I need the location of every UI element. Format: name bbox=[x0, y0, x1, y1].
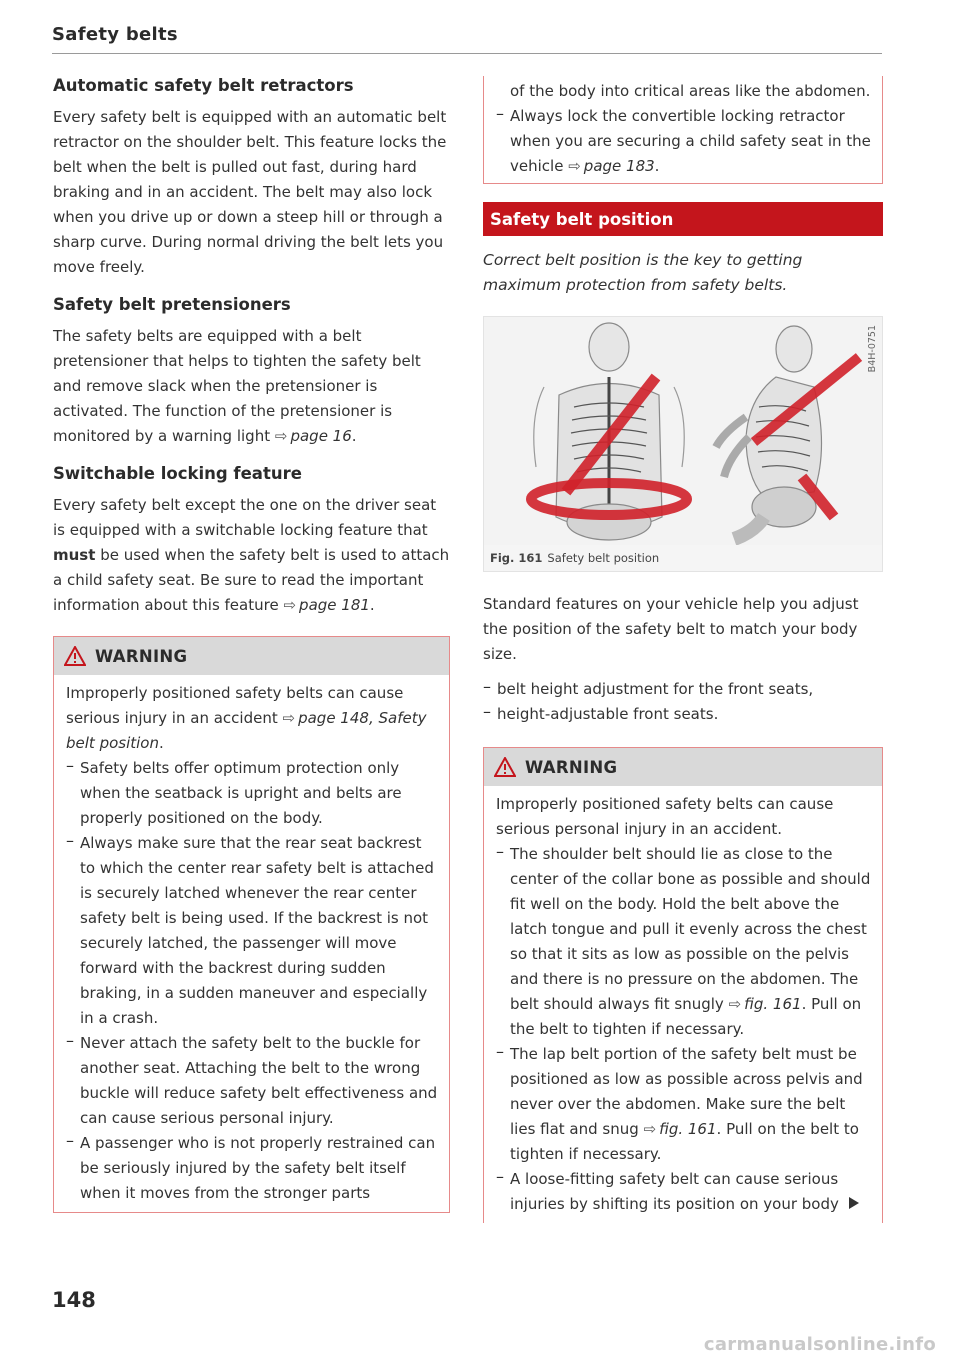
page-number: 148 bbox=[52, 1288, 96, 1312]
warning-triangle-icon bbox=[64, 646, 86, 666]
warning-continuation: of the body into critical areas like the abdomen. – Always lock the convertible locking retractor when you are securing a child safety seat in the vehicle ⇨ page 183. bbox=[483, 76, 883, 184]
arrow-ref-icon: ⇨ bbox=[643, 1120, 657, 1138]
figure-code: B4H-0751 bbox=[867, 325, 878, 373]
warning-box bbox=[483, 747, 883, 1223]
warning-header bbox=[54, 637, 449, 675]
list-item: – A passenger who is not properly restrained can be seriously injured by the safety belt itself when it moves from the stronger parts bbox=[66, 1131, 436, 1202]
figure-link[interactable]: fig. 161 bbox=[744, 995, 802, 1013]
figure-image bbox=[484, 317, 882, 545]
page-link[interactable]: page 16 bbox=[290, 427, 352, 445]
section-title-position: Safety belt position bbox=[483, 202, 883, 236]
warning-box bbox=[53, 636, 450, 1213]
watermark: carmanualsonline.info bbox=[703, 1334, 936, 1355]
safety-belt-illustration bbox=[484, 317, 882, 545]
list-item: – belt height adjustment for the front seats, bbox=[483, 677, 814, 698]
section-title-pretensioners: Safety belt pretensioners bbox=[53, 295, 291, 314]
warning-body bbox=[54, 675, 449, 1212]
warning-header bbox=[484, 748, 882, 786]
arrow-ref-icon: ⇨ bbox=[274, 427, 288, 445]
figure-caption: Fig. 161 Safety belt position bbox=[484, 545, 882, 571]
figure bbox=[483, 316, 883, 572]
warning-body bbox=[484, 786, 882, 1223]
warning-label: WARNING bbox=[525, 757, 618, 777]
list-item: – Never attach the safety belt to the buckle for another seat. Attaching the belt to the wrong buckle will reduce safety belt effectiveness and can cause serious personal injury. bbox=[66, 1031, 438, 1127]
warning-intro: Improperly positioned safety belts can cause serious injury in an accident ⇨ page 148, Safety belt position. bbox=[66, 684, 427, 752]
page-link[interactable]: page 148, Safety belt position bbox=[66, 709, 427, 752]
section-title-locking: Switchable locking feature bbox=[53, 464, 302, 483]
list-item: – Always lock the convertible locking retractor when you are securing a child safety seat in the vehicle ⇨ page 183. bbox=[496, 104, 871, 175]
left-column bbox=[53, 74, 450, 1213]
list-item: – The lap belt portion of the safety belt must be positioned as low as possible across pelvis and never over the abdomen. Make sure the belt lies flat and snug ⇨ fig. 161. Pull on the belt to tighten if necessary. bbox=[496, 1042, 863, 1163]
warning-intro: Improperly positioned safety belts can cause serious personal injury in an accident. bbox=[496, 795, 834, 838]
list-item: – A loose-fitting safety belt can cause serious injuries by shifting its position on your body bbox=[496, 1167, 872, 1217]
section-intro: Correct belt position is the key to getting maximum protection from safety belts. bbox=[483, 251, 803, 294]
page-header-title: Safety belts bbox=[52, 24, 178, 45]
pretensioners-text: The safety belts are equipped with a belt pretensioner that helps to tighten the safety belt and remove slack when the pretensioner is activated. The function of the pretensioner is monitored by a warning light ⇨ page 16. bbox=[53, 327, 421, 445]
section-title-retractors: Automatic safety belt retractors bbox=[53, 76, 354, 95]
arrow-ref-icon: ⇨ bbox=[728, 995, 742, 1013]
list-item: – Always make sure that the rear seat backrest to which the center rear safety belt is attached is securely latched whenever the rear center safety belt is being used. If the backrest is not securely latched, the passenger will move forward with the backrest during sudden braking, in a sudden maneuver and especially in a crash. bbox=[66, 831, 434, 1027]
arrow-ref-icon: ⇨ bbox=[568, 157, 581, 175]
position-body: Standard features on your vehicle help you adjust the position of the safety belt to match your body size. bbox=[483, 595, 859, 663]
warning-label: WARNING bbox=[95, 646, 188, 666]
page-link[interactable]: page 181 bbox=[299, 596, 370, 614]
arrow-ref-icon: ⇨ bbox=[282, 709, 296, 727]
arrow-ref-icon: ⇨ bbox=[283, 596, 297, 614]
right-column bbox=[483, 76, 883, 1223]
figure-link[interactable]: fig. 161 bbox=[659, 1120, 717, 1138]
list-item: – Safety belts offer optimum protection only when the seatback is upright and belts are properly positioned on the body. bbox=[66, 756, 402, 827]
list-item: – height-adjustable front seats. bbox=[483, 702, 719, 723]
continue-arrow-icon bbox=[849, 1197, 859, 1209]
list-item: – The shoulder belt should lie as close to the center of the collar bone as possible and should fit well on the body. Hold the belt above the latch tongue and pull it evenly across the chest so that it sits as low as possible on the pelvis and there is no pressure on the abdomen. The belt should always fit snugly ⇨ fig. 161. Pull on the belt to tighten if necessary. bbox=[496, 842, 871, 1038]
page-header bbox=[52, 24, 882, 54]
page-link[interactable]: page 183 bbox=[583, 157, 655, 175]
retractors-text: Every safety belt is equipped with an automatic belt retractor on the shoulder belt. This feature locks the belt when the belt is pulled out fast, during hard braking and in an accident. The belt may also lock when you drive up or down a steep hill or through a sharp curve. During normal driving the belt lets you move freely. bbox=[53, 108, 447, 276]
warning-triangle-icon bbox=[494, 757, 516, 777]
locking-text: Every safety belt except the one on the driver seat is equipped with a switchable locking feature that must be used when the safety belt is used to attach a child safety seat. Be sure to read the important information about this feature ⇨ page 181. bbox=[53, 496, 450, 614]
